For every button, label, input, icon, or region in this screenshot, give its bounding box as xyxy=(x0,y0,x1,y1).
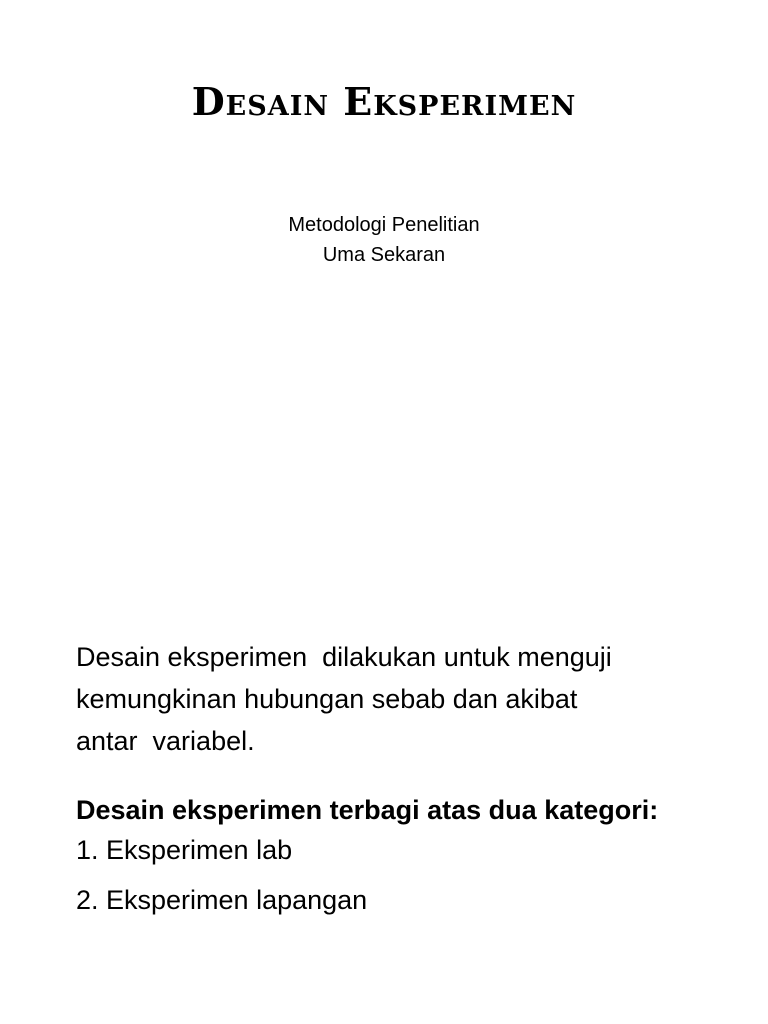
paragraph xyxy=(76,636,736,762)
slide-title: Desain Eksperimen xyxy=(191,79,577,124)
paragraph-line: antar variabel. xyxy=(76,726,255,756)
subtitle-line-course: Metodologi Penelitian xyxy=(288,214,480,236)
subtitle-line-author: Uma Sekaran xyxy=(322,244,446,266)
list-item: 1. Eksperimen lab xyxy=(76,835,293,865)
categories-heading: Desain eksperimen terbagi atas dua kategori: xyxy=(76,795,659,825)
slide-subtitle xyxy=(0,210,768,270)
paragraph-line: kemungkinan hubungan sebab dan akibat xyxy=(76,684,578,714)
paragraph-line: Desain eksperimen dilakukan untuk menguji xyxy=(76,642,612,672)
slide-body xyxy=(76,636,736,920)
list-item: 2. Eksperimen lapangan xyxy=(76,885,368,915)
